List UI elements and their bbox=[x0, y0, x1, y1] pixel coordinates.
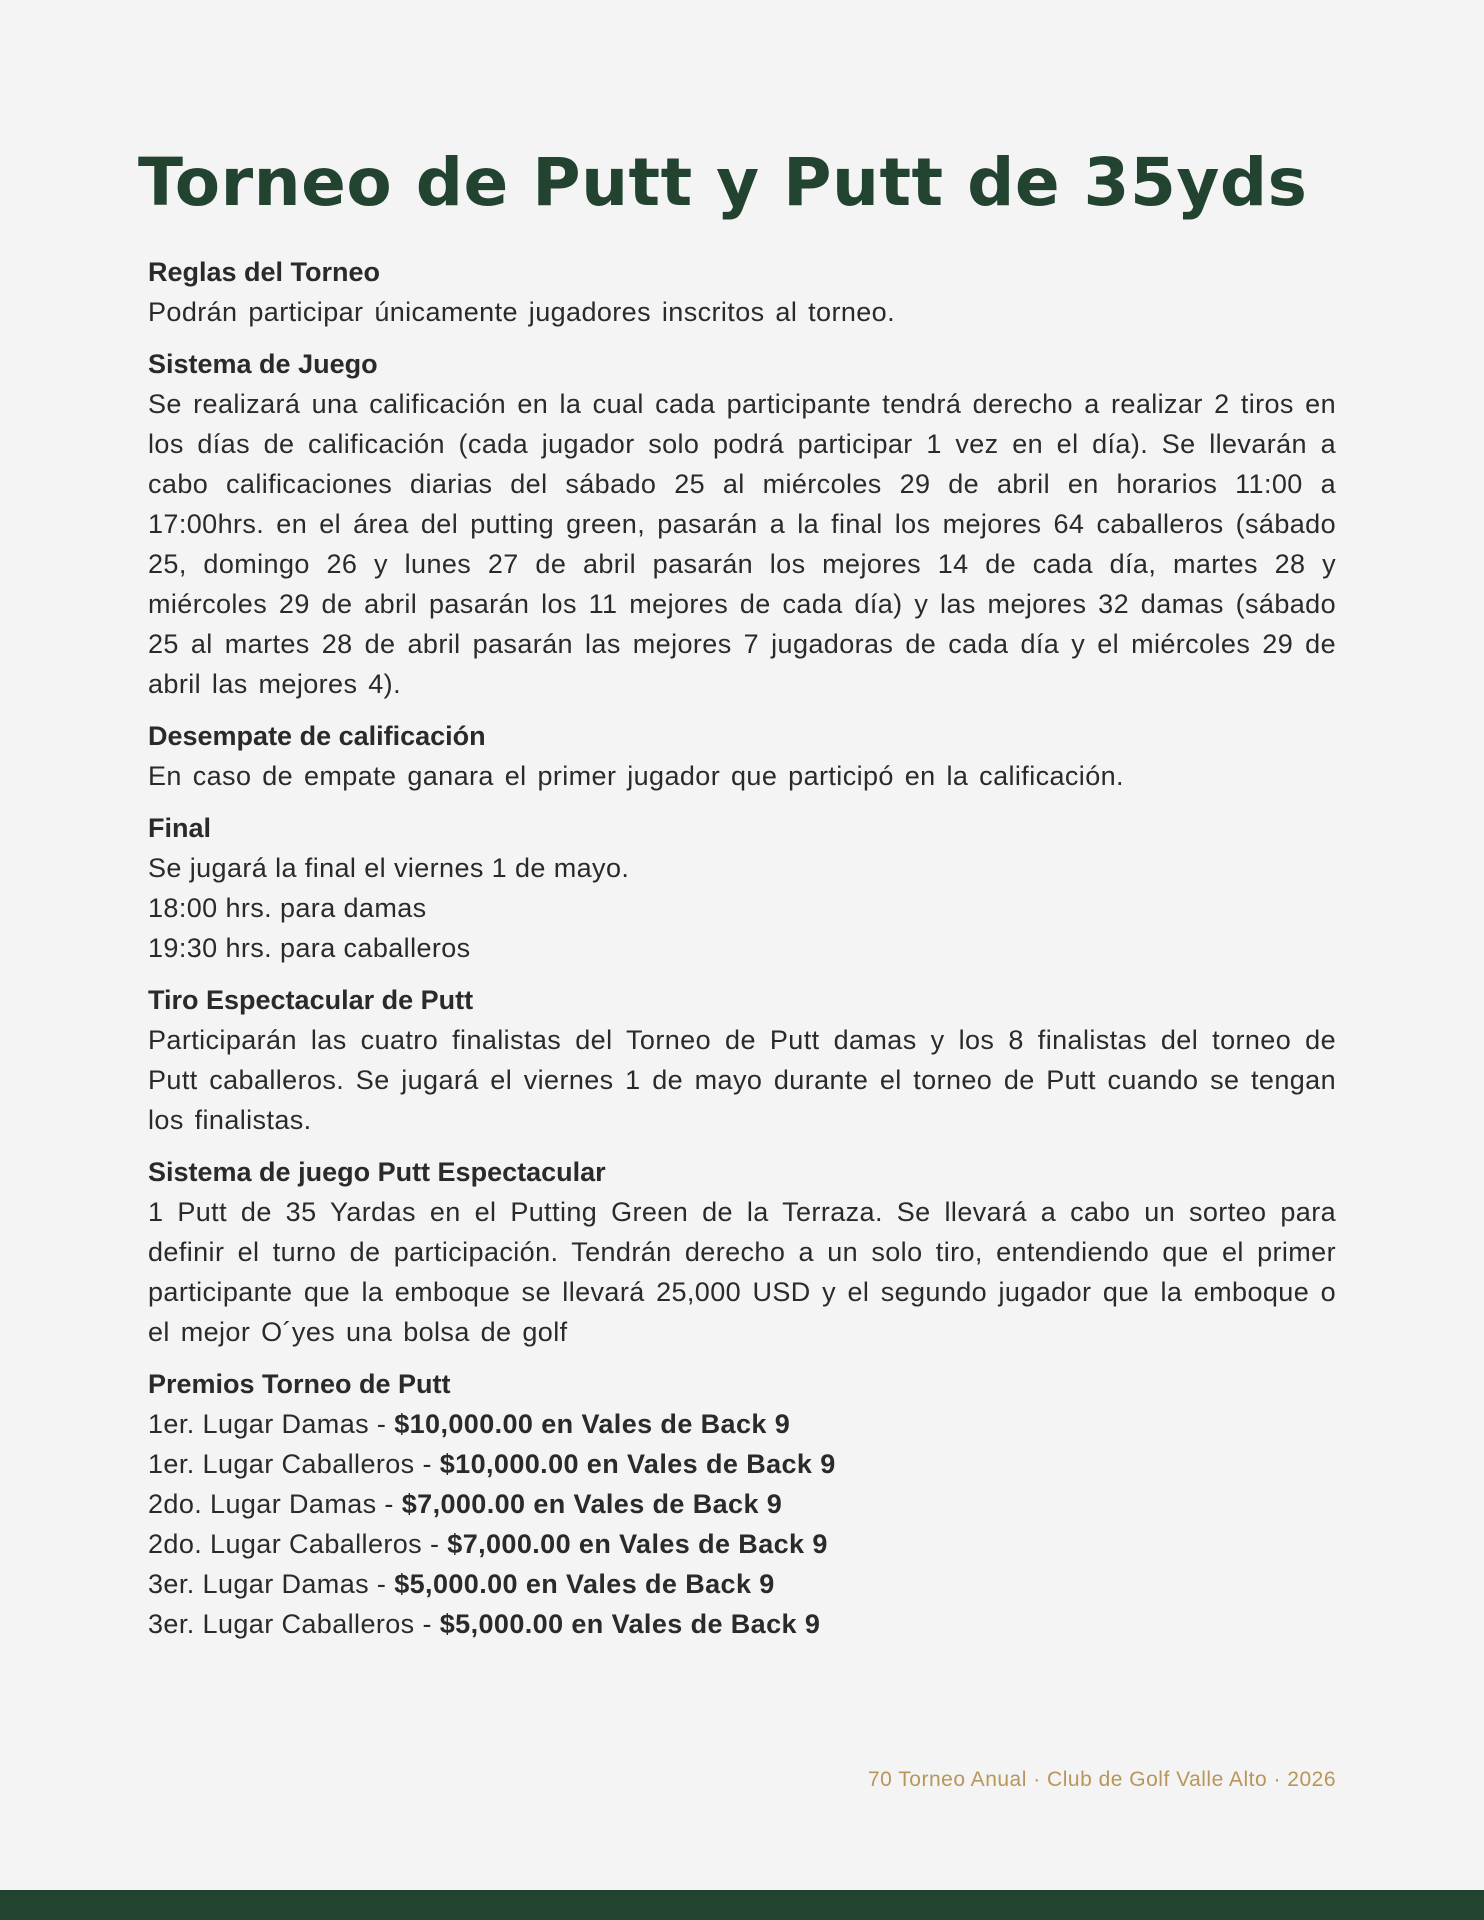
section-tiro-espectacular bbox=[148, 980, 1336, 1140]
prize-amount: $7,000.00 en Vales de Back 9 bbox=[447, 1529, 828, 1559]
prize-label: 2do. Lugar Caballeros - bbox=[148, 1529, 448, 1559]
final-time-damas: 18:00 hrs. para damas bbox=[148, 893, 427, 923]
section-text: En caso de empate ganara el primer jugador que participó en la calificación. bbox=[148, 761, 1124, 791]
prize-item bbox=[148, 1484, 1336, 1524]
section-heading: Sistema de Juego bbox=[148, 349, 378, 379]
section-sistema-putt-espectacular bbox=[148, 1152, 1336, 1352]
section-text: Participarán las cuatro finalistas del Torneo de Putt damas y los 8 finalistas del torneo de Putt caballeros. Se jugará el viernes 1 de mayo durante el torneo de Putt cuando se tengan los finalistas. bbox=[148, 1025, 1336, 1135]
section-final bbox=[148, 808, 1336, 968]
final-time-caballeros: 19:30 hrs. para caballeros bbox=[148, 933, 471, 963]
prize-amount: $7,000.00 en Vales de Back 9 bbox=[401, 1489, 783, 1519]
prize-item bbox=[148, 1604, 1336, 1644]
prize-amount: $5,000.00 en Vales de Back 9 bbox=[439, 1609, 821, 1639]
final-date-line: Se jugará la final el viernes 1 de mayo. bbox=[148, 853, 630, 883]
prize-amount: $10,000.00 en Vales de Back 9 bbox=[394, 1409, 791, 1439]
prize-label: 1er. Lugar Caballeros - bbox=[148, 1449, 440, 1479]
prize-label: 2do. Lugar Damas - bbox=[148, 1489, 402, 1519]
section-text: Podrán participar únicamente jugadores inscritos al torneo. bbox=[148, 297, 895, 327]
section-premios bbox=[148, 1364, 1336, 1644]
document-body bbox=[148, 252, 1336, 1656]
section-heading: Tiro Espectacular de Putt bbox=[148, 985, 474, 1015]
section-heading: Premios Torneo de Putt bbox=[148, 1369, 451, 1399]
prize-label: 3er. Lugar Caballeros - bbox=[148, 1609, 440, 1639]
section-heading: Reglas del Torneo bbox=[148, 257, 381, 287]
prize-amount: $5,000.00 en Vales de Back 9 bbox=[394, 1569, 775, 1599]
section-heading: Sistema de juego Putt Espectacular bbox=[148, 1157, 606, 1187]
prize-item bbox=[148, 1444, 1336, 1484]
page-title: Torneo de Putt y Putt de 35yds bbox=[138, 144, 1308, 221]
section-heading: Final bbox=[148, 813, 212, 843]
bottom-bar bbox=[0, 1890, 1484, 1920]
section-sistema-de-juego bbox=[148, 344, 1336, 704]
footer-text: 70 Torneo Anual · Club de Golf Valle Alto · 2026 bbox=[867, 1768, 1336, 1791]
section-heading: Desempate de calificación bbox=[148, 721, 486, 751]
section-desempate bbox=[148, 716, 1336, 796]
section-text: Se realizará una calificación en la cual cada participante tendrá derecho a realizar 2 tiros en los días de calificación (cada jugador solo podrá participar 1 vez en el día). Se llevarán a cabo calificaciones diarias del sábado 25 al miércoles 29 de abril en horarios 11:00 a 17:00hrs. en el área del putting green, pasarán a la final los mejores 64 caballeros (sábado 25, domingo 26 y lunes 27 de abril pasarán los mejores 14 de cada día, martes 28 y miércoles 29 de abril pasarán los 11 mejores de cada día) y las mejores 32 damas (sábado 25 al martes 28 de abril pasarán las mejores 7 jugadoras de cada día y el miércoles 29 de abril las mejores 4). bbox=[148, 389, 1336, 699]
prize-amount: $10,000.00 en Vales de Back 9 bbox=[439, 1449, 836, 1479]
prize-item bbox=[148, 1404, 1336, 1444]
section-reglas bbox=[148, 252, 1336, 332]
section-text: 1 Putt de 35 Yardas en el Putting Green de la Terraza. Se llevará a cabo un sorteo para definir el turno de participación. Tendrán derecho a un solo tiro, entendiendo que el primer participante que la emboque se llevará 25,000 USD y el segundo jugador que la emboque o el mejor O´yes una bolsa de golf bbox=[148, 1197, 1336, 1347]
prize-item bbox=[148, 1564, 1336, 1604]
prize-label: 3er. Lugar Damas - bbox=[148, 1569, 395, 1599]
prize-item bbox=[148, 1524, 1336, 1564]
prize-label: 1er. Lugar Damas - bbox=[148, 1409, 395, 1439]
